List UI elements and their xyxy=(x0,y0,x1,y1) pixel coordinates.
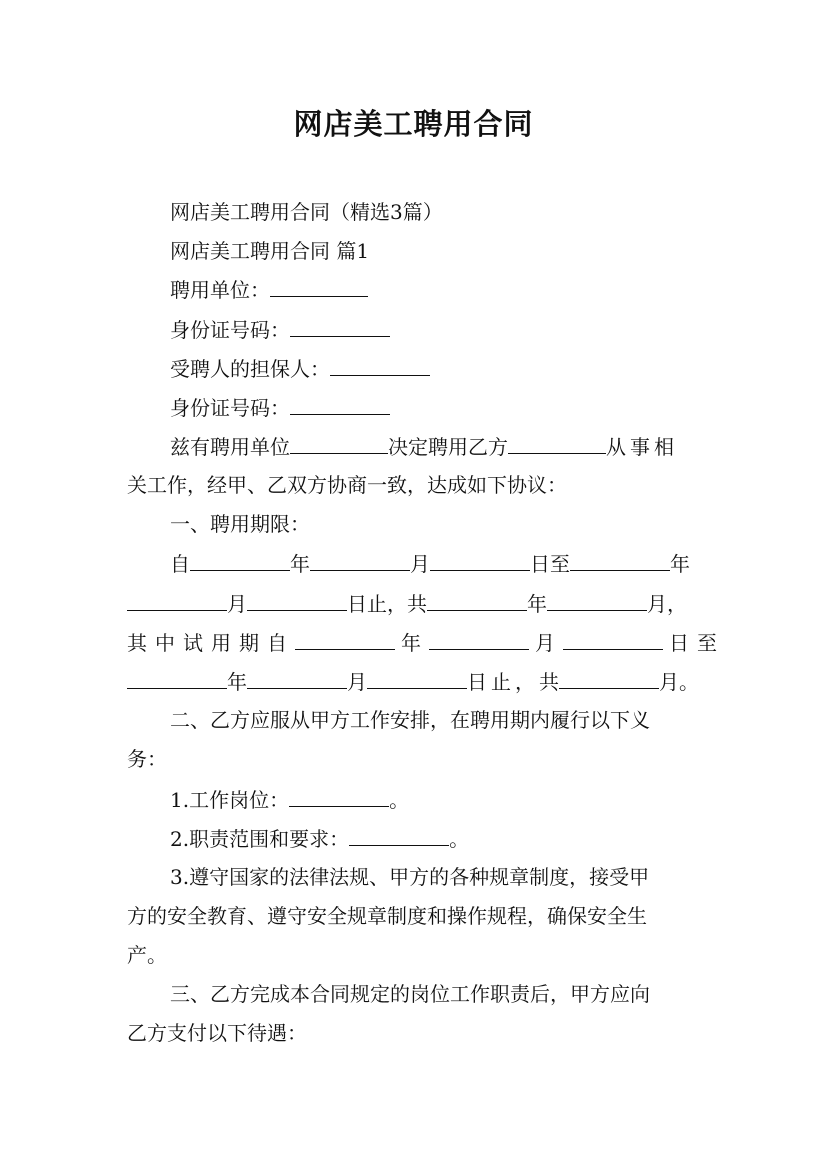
intro-line-1 xyxy=(170,433,717,460)
month-label: 月 xyxy=(227,592,247,616)
probation-start-day-blank xyxy=(563,629,663,650)
term-end-year-blank xyxy=(570,550,670,571)
intro-text-a: 兹有聘用单位 xyxy=(170,435,290,459)
probation-end-month-blank xyxy=(247,668,347,689)
id-number-label-2: 身份证号码： xyxy=(170,396,290,420)
probation-from: 其中试用期自 xyxy=(127,631,295,655)
guarantor-blank xyxy=(330,355,430,376)
month-label: 月 xyxy=(347,670,367,694)
term-line-1 xyxy=(170,550,690,577)
id-number-label-1: 身份证号码： xyxy=(170,318,290,342)
section-2-heading-line-2: 务： xyxy=(127,747,167,771)
year-label: 年 xyxy=(227,670,247,694)
term-line-2 xyxy=(127,590,687,617)
subtitle-part-1: 网店美工聘用合同 篇1 xyxy=(170,239,370,263)
probation-line-1 xyxy=(127,629,725,656)
document-title: 网店美工聘用合同 xyxy=(293,107,534,141)
compliance-line-2: 方的安全教育、遵守安全规章制度和操作规程，确保安全生 xyxy=(127,904,647,928)
intro-text-b: 决定聘用乙方 xyxy=(388,435,508,459)
duties-blank xyxy=(349,825,449,846)
day-end-label: 日止， xyxy=(467,670,539,694)
section-3-heading-line-1: 三、乙方完成本合同规定的岗位工作职责后，甲方应向 xyxy=(170,982,650,1006)
intro-text-c: 从事相 xyxy=(606,435,678,459)
total-label: 共 xyxy=(539,670,559,694)
period-mark: 。 xyxy=(449,827,470,851)
term-start-day-blank xyxy=(430,550,530,571)
term-end-month-blank xyxy=(127,590,227,611)
year-label: 年 xyxy=(527,592,547,616)
year-label: 年 xyxy=(290,552,310,576)
duties-line xyxy=(170,825,469,852)
month-label: 月 xyxy=(535,631,557,655)
term-total-years-blank xyxy=(427,590,527,611)
year-label: 年 xyxy=(401,631,423,655)
compliance-line-1: 3.遵守国家的法律法规、甲方的各种规章制度，接受甲 xyxy=(170,865,650,889)
term-start-month-blank xyxy=(310,550,410,571)
probation-start-month-blank xyxy=(429,629,529,650)
month-end-label: 月。 xyxy=(659,670,699,694)
job-position-label: 1.工作岗位： xyxy=(170,788,290,812)
term-start-year-blank xyxy=(190,550,290,571)
id-number-blank-1 xyxy=(290,316,390,337)
subtitle-selection: 网店美工聘用合同（精选3篇） xyxy=(170,200,443,224)
total-label: 共 xyxy=(407,592,427,616)
period-mark: 。 xyxy=(389,788,410,812)
term-end-day-blank xyxy=(247,590,347,611)
guarantor-line xyxy=(170,355,430,382)
intro-employee-blank xyxy=(508,433,606,454)
day-end-label: 日止， xyxy=(347,592,407,616)
employer-label: 聘用单位： xyxy=(170,278,270,302)
employer-blank xyxy=(270,276,368,297)
id-number-blank-2 xyxy=(290,394,390,415)
job-position-line xyxy=(170,786,409,813)
id-number-line-1 xyxy=(170,316,390,343)
employer-line xyxy=(170,276,368,303)
probation-line-2 xyxy=(127,668,699,695)
term-total-months-blank xyxy=(547,590,647,611)
guarantor-label: 受聘人的担保人： xyxy=(170,357,330,381)
year-label: 年 xyxy=(670,552,690,576)
day-to-label: 日至 xyxy=(530,552,570,576)
probation-start-year-blank xyxy=(295,629,395,650)
duties-label: 2.职责范围和要求： xyxy=(170,827,350,851)
id-number-line-2 xyxy=(170,394,390,421)
job-position-blank xyxy=(289,786,389,807)
month-comma-label: 月， xyxy=(647,592,687,616)
intro-employer-blank xyxy=(290,433,388,454)
probation-end-day-blank xyxy=(367,668,467,689)
section-3-heading-line-2: 乙方支付以下待遇： xyxy=(127,1021,307,1045)
section-2-heading-line-1: 二、乙方应服从甲方工作安排，在聘用期内履行以下义 xyxy=(170,708,650,732)
probation-total-months-blank xyxy=(559,668,659,689)
probation-end-year-blank xyxy=(127,668,227,689)
term-from: 自 xyxy=(170,552,190,576)
day-to-label: 日至 xyxy=(669,631,725,655)
month-label: 月 xyxy=(410,552,430,576)
section-1-heading: 一、聘用期限： xyxy=(170,512,310,536)
intro-line-2: 关工作，经甲、乙双方协商一致，达成如下协议： xyxy=(127,473,567,497)
compliance-line-3: 产。 xyxy=(127,943,167,967)
